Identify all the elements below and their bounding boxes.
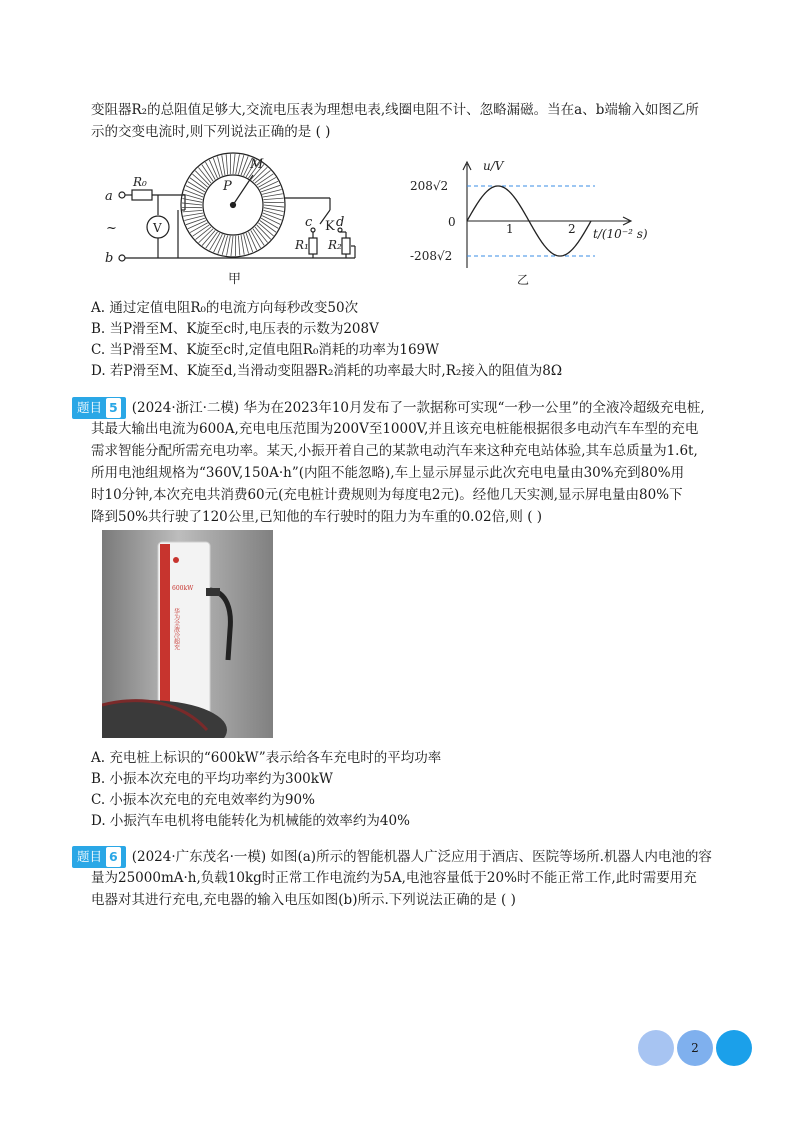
q5-line-3: 需求智能分配所需充电功率。某天,小振开着自己的某款电动汽车来这种充电站体验,其车总质量为1.6t, [91,443,698,459]
q5-line-6: 降到50%共行驶了120公里,已知他的车行驶时的阻力为车重的0.02倍,则 ( ) [91,509,543,525]
tick-2: 2 [568,222,576,236]
charger-illustration [102,530,273,738]
charger-photo [102,530,273,738]
page-number-badge [638,1030,752,1066]
label-R0: R₀ [133,175,147,189]
label-P: P [223,179,232,194]
label-R2: R₂ [328,238,342,252]
circuit-figure-jia [100,150,370,290]
q4-stem-line-1: 变阻器R₂的总阻值足够大,交流电压表为理想电表,线圈电阻不计、忽略漏磁。当在a、b端输入如图乙所 [91,102,699,118]
q5-number: 5 [106,398,121,418]
q5-option-a: A. 充电桩上标识的“600kW”表示给各车充电时的平均功率 [91,750,442,766]
coil-turn [264,198,284,199]
coil-turn [188,221,206,229]
coil-turn [249,232,257,250]
q4-option-a: A. 通过定值电阻R₀的电流方向每秒改变50次 [91,300,359,316]
voltage-graph-yi [405,158,655,288]
label-R1: R₁ [295,238,309,252]
coil-turn [241,156,248,175]
coil-turn [222,236,227,255]
charger-slogan: 华为全液冷超充 [172,608,180,650]
coil-turn [183,213,203,216]
charger-power-label: 600kW [172,585,194,592]
coil-turn [226,154,227,174]
tick-top: 208√2 [410,179,449,193]
coil-turn [231,236,233,256]
q6-tag [72,846,126,868]
q6-text-1: (2024·广东茂名·一模) 如图(a)所示的智能机器人广泛应用于酒店、医院等场所.机器人内电池的容 [131,849,712,865]
coil-turn [241,235,244,255]
label-tilde: ~ [106,221,117,236]
label-M: M [250,157,264,172]
label-b: b [105,251,114,266]
label-c: c [305,215,313,230]
q5-text-1: (2024·浙江·二模) 华为在2023年10月发布了一款据称可实现“一秒一公里”的全液冷超级充电桩, [131,400,705,416]
coil-turn [263,194,283,197]
coil-turn [233,154,235,174]
tick-bottom: -208√2 [410,249,453,263]
coil-turn [184,190,203,197]
coil-turn [222,155,225,175]
q5-tag [72,397,126,419]
y-label: u/V [483,159,504,173]
q4-stem-line-2: 示的交变电流时,则下列说法正确的是 ( ) [91,124,331,140]
coil-turn [264,210,283,215]
label-d: d [336,215,345,230]
coil-turn [209,160,217,178]
q6-line-1 [72,846,712,868]
coil-turn [182,210,202,211]
q5-option-b: B. 小振本次充电的平均功率约为300kW [91,771,333,787]
label-a: a [105,189,113,204]
coil-turn [260,181,278,189]
q5-line-1 [72,397,705,419]
q5-line-5: 时10分钟,本次充电共消费60元(充电桩计费规则为每度电2元)。经他几天实测,显示屏电量由80%下 [91,487,683,503]
caption-yi: 乙 [517,273,530,287]
label-K: K [325,219,335,234]
coil-turn [263,213,282,220]
page-number: 2 [691,1041,699,1055]
q4-option-c: C. 当P滑至M、K旋至c时,定值电阻R₀消耗的功率为169W [91,342,439,358]
coil-turn [264,205,284,207]
coil-turn [218,235,225,254]
coil-turn [238,155,243,174]
charger-red-stripe [160,544,170,725]
tick-1: 1 [506,222,514,236]
q5-line-2: 其最大输出电流为600A,充电电压范围为200V至1000V,并且该充电桩能根据很多电动汽车车型的充电 [91,421,699,437]
q5-line-4: 所用电池组规格为“360V,150A·h”(内阻不能忽略),车上显示屏显示此次充电电量由30%充到80%用 [91,465,685,481]
coil-turn [183,194,202,199]
q4-option-b: B. 当P滑至M、K旋至c时,电压表的示数为208V [91,321,379,337]
caption-jia: 甲 [228,272,242,287]
q6-line-2: 量为25000mA·h,负载10kg时正常工作电流约为5A,电池容量低于20%时不能正常工作,此时需要用充 [91,870,697,886]
q6-line-3: 电器对其进行充电,充电器的输入电压如图(b)所示.下列说法正确的是 ( ) [91,892,516,908]
q5-option-d: D. 小振汽车电机将电能转化为机械能的效率约为40% [91,813,410,829]
label-V: V [153,221,162,235]
x-label: t/(10⁻² s) [593,227,648,241]
q5-option-c: C. 小振本次充电的充电效率约为90% [91,792,315,808]
q6-tag-label: 题目 [77,849,103,864]
tick-zero: 0 [448,215,456,229]
q4-option-d: D. 若P滑至M、K旋至d,当滑动变阻器R₂消耗的功率最大时,R₂接入的阻值为8Ω [91,363,563,379]
q6-number: 6 [106,847,121,867]
coil-turn [238,236,239,256]
q5-tag-label: 题目 [77,400,103,415]
